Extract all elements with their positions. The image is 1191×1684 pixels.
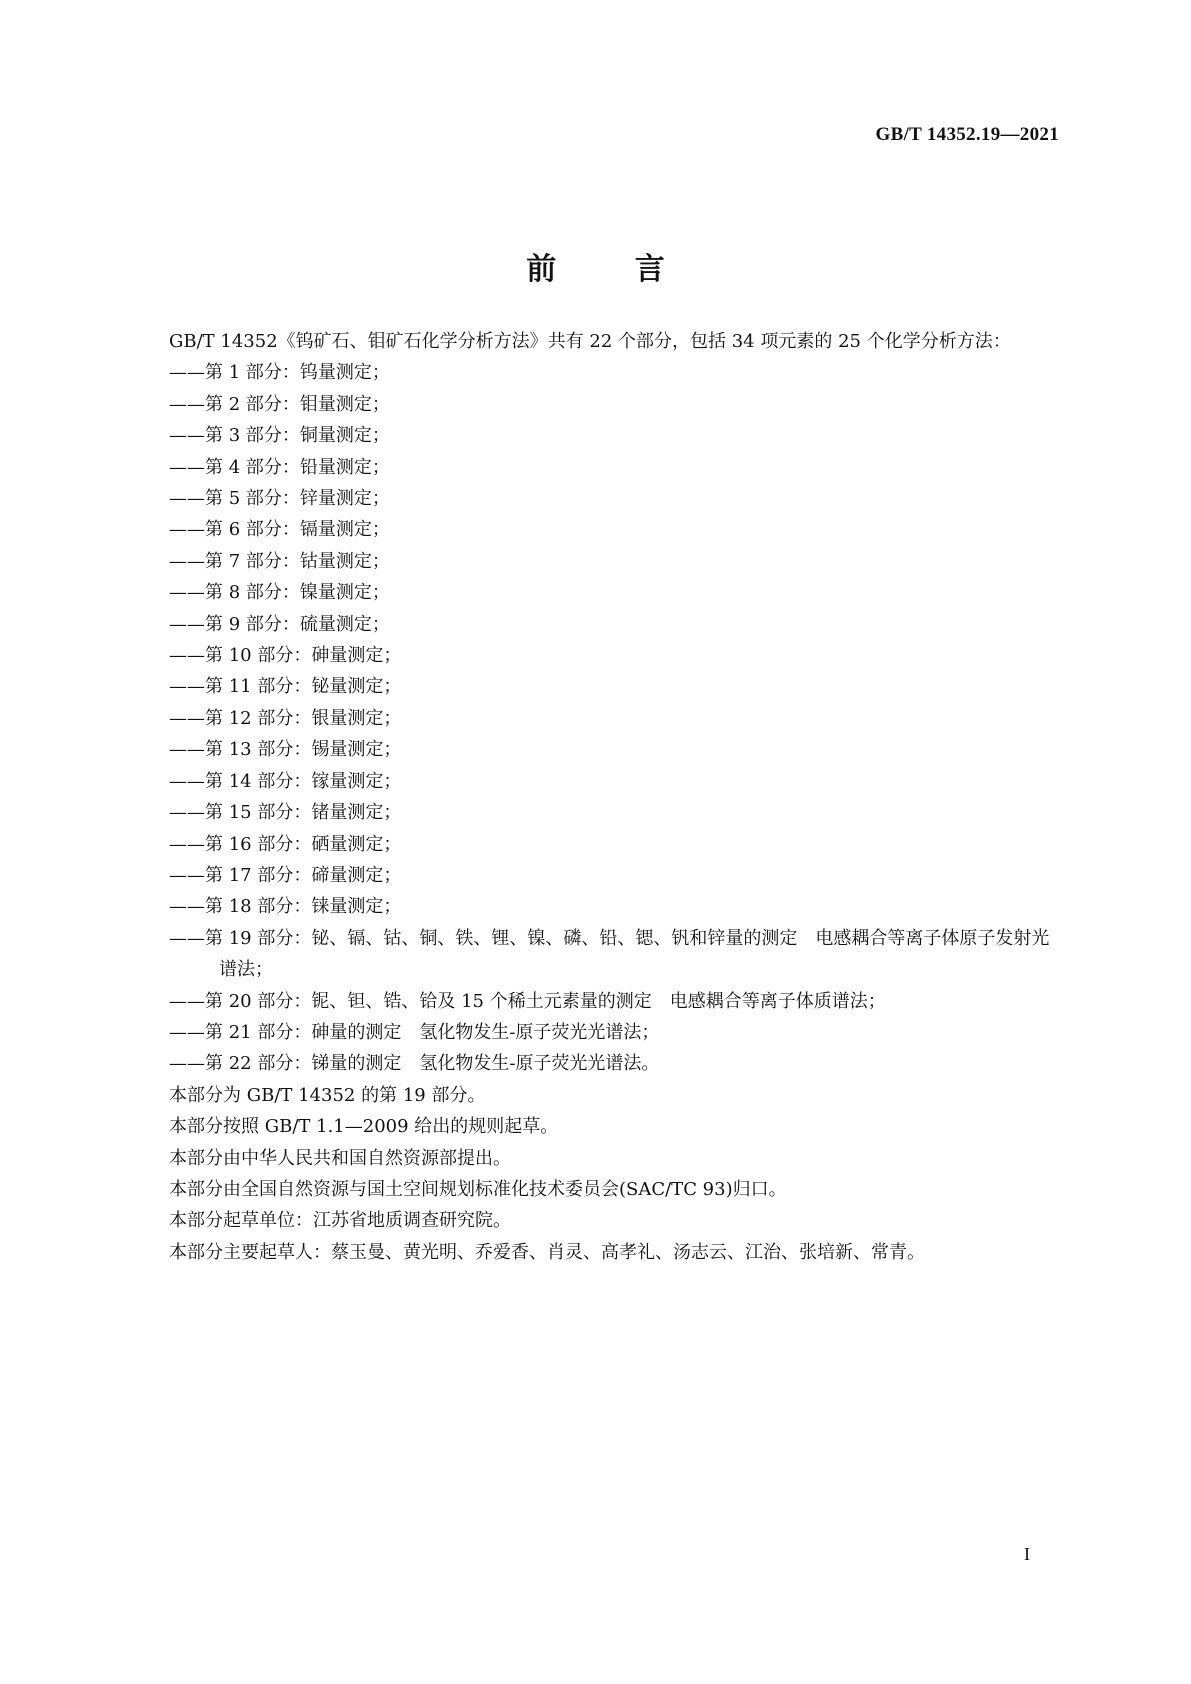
- list-item: ——第 8 部分：镍量测定；: [169, 582, 390, 604]
- foreword-body: [132, 326, 1061, 1268]
- list-item: ——第 18 部分：铼量测定；: [169, 896, 402, 918]
- list-item: ——第 17 部分：碲量测定；: [169, 864, 402, 886]
- list-item: ——第 16 部分：硒量测定；: [169, 833, 402, 855]
- statement-proposer: 本部分由中华人民共和国自然资源部提出。: [169, 1147, 511, 1169]
- list-item: ——第 6 部分：镉量测定；: [169, 519, 390, 541]
- list-item: ——第 11 部分：铋量测定；: [169, 676, 402, 698]
- list-item: ——第 5 部分：锌量测定；: [169, 488, 390, 510]
- list-item: ——第 20 部分：铌、钽、锆、铪及 15 个稀土元素量的测定 电感耦合等离子体质谱法；: [169, 990, 886, 1012]
- list-item: ——第 12 部分：银量测定；: [169, 707, 402, 729]
- parts-list: [132, 357, 1061, 1079]
- statement-committee: 本部分由全国自然资源与国土空间规划标准化技术委员会(SAC/TC 93)归口。: [169, 1178, 787, 1200]
- list-item: ——第 10 部分：砷量测定；: [169, 645, 402, 667]
- page-title: 前 言: [526, 252, 699, 288]
- statement-part-number: 本部分为 GB/T 14352 的第 19 部分。: [169, 1084, 486, 1106]
- list-item: ——第 2 部分：钼量测定；: [169, 393, 390, 415]
- statement-drafting-unit: 本部分起草单位：江苏省地质调查研究院。: [169, 1210, 511, 1232]
- list-item: ——第 22 部分：锑量的测定 氢化物发生-原子荧光光谱法。: [169, 1053, 660, 1075]
- list-item: ——第 14 部分：镓量测定；: [169, 770, 402, 792]
- statement-drafters: 本部分主要起草人：蔡玉曼、黄光明、乔爱香、肖灵、高孝礼、汤志云、江治、张培新、常青。: [169, 1241, 925, 1263]
- list-item: ——第 4 部分：铅量测定；: [169, 456, 390, 478]
- list-item: ——第 7 部分：钴量测定；: [169, 550, 390, 572]
- document-code: GB/T 14352.19—2021: [875, 124, 1059, 145]
- list-item: ——第 13 部分：锡量测定；: [169, 739, 402, 761]
- list-item: ——第 3 部分：铜量测定；: [169, 425, 390, 447]
- statement-drafting-rules: 本部分按照 GB/T 1.1—2009 给出的规则起草。: [169, 1116, 559, 1138]
- list-item: ——第 15 部分：锗量测定；: [169, 802, 402, 824]
- list-item: ——第 9 部分：硫量测定；: [169, 613, 390, 635]
- list-item: ——第 19 部分：铋、镉、钴、铜、铁、锂、镍、磷、铅、锶、钒和锌量的测定 电感耦合等离子体原子发射光谱法；: [169, 927, 1050, 981]
- page-number: I: [1024, 1544, 1030, 1564]
- list-item: ——第 1 部分：钨量测定；: [169, 362, 390, 384]
- intro-paragraph: GB/T 14352《钨矿石、钼矿石化学分析方法》共有 22 个部分，包括 34 项元素的 25 个化学分析方法：: [169, 331, 1011, 352]
- list-item: ——第 21 部分：砷量的测定 氢化物发生-原子荧光光谱法；: [169, 1021, 660, 1043]
